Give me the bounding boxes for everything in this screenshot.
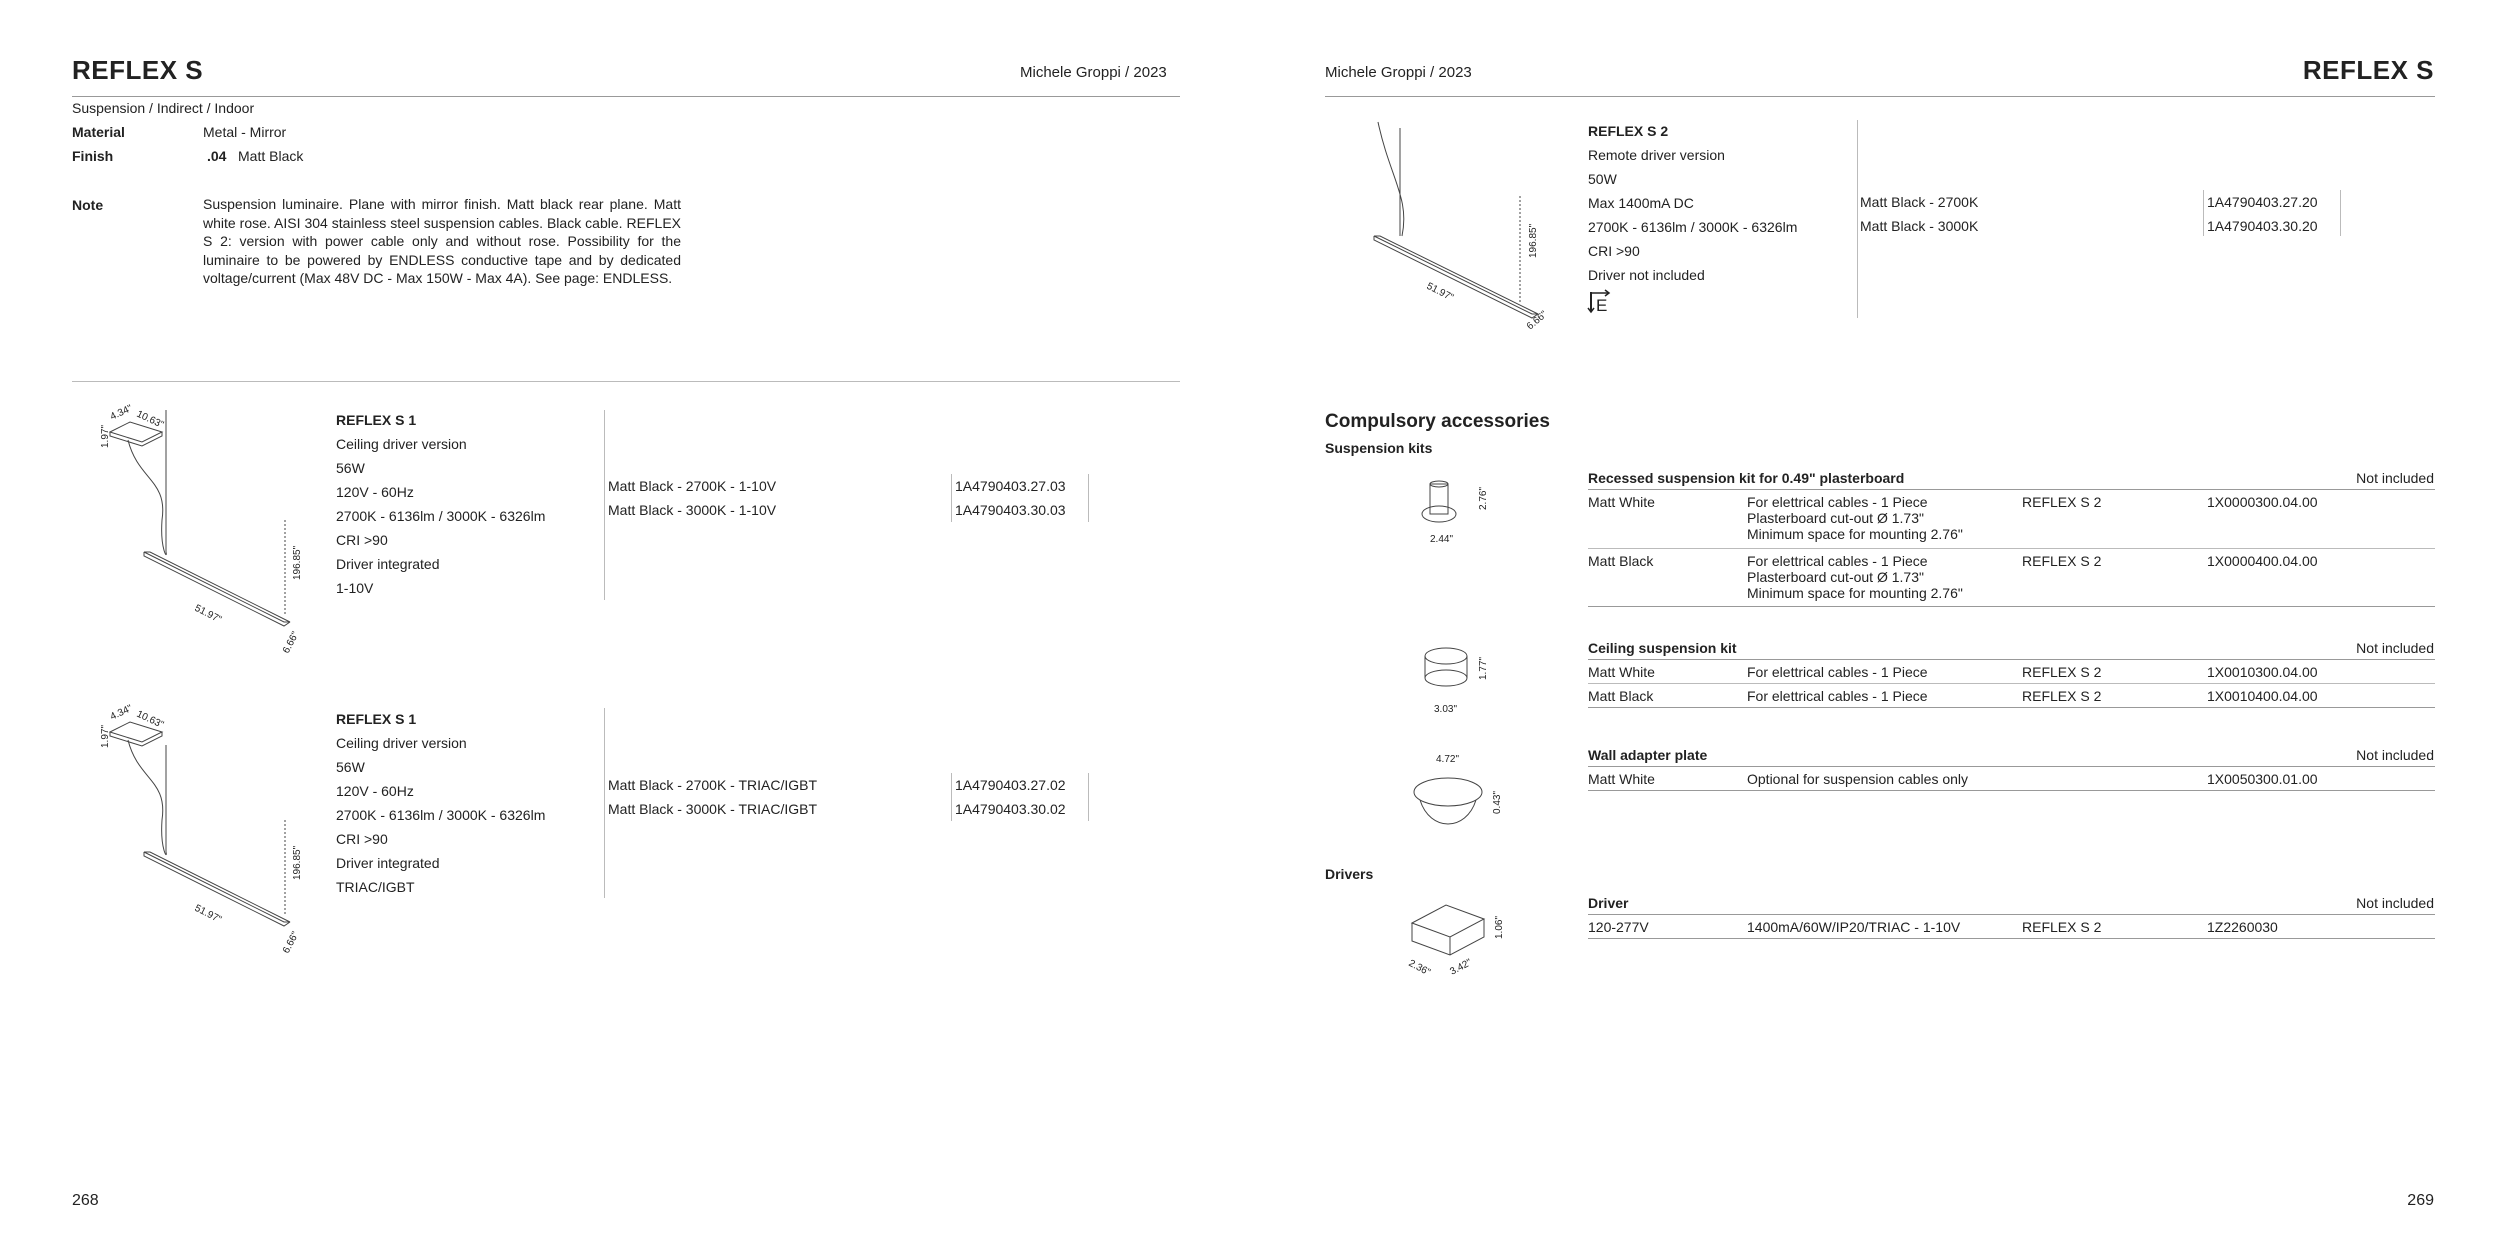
group-divider xyxy=(1588,606,2435,607)
dim-a: 1.06" xyxy=(1494,915,1505,939)
recessed-kit-drawing xyxy=(1410,470,1490,555)
product-drawing-1 xyxy=(90,403,320,665)
dim-depth-2: 6.66" xyxy=(280,929,302,956)
spec-line: CRI >90 xyxy=(336,831,388,847)
finish-code: .04 xyxy=(207,148,227,164)
finish-label: Finish xyxy=(72,148,114,164)
row-finish: Matt White xyxy=(1588,664,1655,680)
product-category: Suspension / Indirect / Indoor xyxy=(72,100,255,116)
group-divider xyxy=(1588,707,2435,708)
row-desc xyxy=(1747,494,1963,542)
spec-line: 1-10V xyxy=(336,580,374,596)
spec-line: Driver integrated xyxy=(336,556,440,572)
row-desc: 1400mA/60W/IP20/TRIAC - 1-10V xyxy=(1747,919,1961,935)
spec-line: Remote driver version xyxy=(1588,147,1725,163)
spec-line: 50W xyxy=(1588,171,1617,187)
left-page-author: Michele Groppi / 2023 xyxy=(1020,64,1167,81)
dim-len-1: 51.97" xyxy=(192,602,224,626)
dim-drop-3: 196.85" xyxy=(1528,223,1539,258)
spec-line: Ceiling driver version xyxy=(336,735,467,751)
column-divider xyxy=(2340,190,2341,236)
header-divider xyxy=(1325,96,2435,97)
variant-codes-2 xyxy=(955,773,1066,821)
dim-drop-2: 196.85" xyxy=(292,845,303,880)
row-divider xyxy=(1588,683,2435,684)
column-divider xyxy=(1857,120,1858,318)
spec-line: TRIAC/IGBT xyxy=(336,879,415,895)
group-title: Recessed suspension kit for 0.49" plasterboard xyxy=(1588,470,1905,486)
row-divider xyxy=(1588,548,2435,549)
group-status: Not included xyxy=(2356,640,2434,656)
dim-length-1: 10.63" xyxy=(134,408,166,431)
dim-width-2: 4.34" xyxy=(108,703,135,723)
spec-line: 56W xyxy=(336,460,365,476)
row-code: 1Z2260030 xyxy=(2207,919,2278,935)
dim-a: 1.77" xyxy=(1478,656,1489,680)
product-drawing-3 xyxy=(1360,118,1560,338)
dim-b: 2.44" xyxy=(1430,534,1454,545)
group-status: Not included xyxy=(2356,895,2434,911)
group-divider xyxy=(1588,489,2435,490)
variant-label: Matt Black - 2700K - 1-10V xyxy=(608,478,777,494)
variant-list-2 xyxy=(608,773,817,821)
row-code: 1X0000300.04.00 xyxy=(2207,494,2318,510)
dim-width-1: 4.34" xyxy=(108,403,135,423)
suspension-kits-label: Suspension kits xyxy=(1325,440,1433,456)
dim-depth-1: 6.66" xyxy=(280,629,302,656)
group-divider xyxy=(1588,790,2435,791)
dim-drop-1: 196.85" xyxy=(292,545,303,580)
variant-code: 1A4790403.27.02 xyxy=(955,777,1066,793)
column-divider xyxy=(604,410,605,600)
row-finish: 120-277V xyxy=(1588,919,1649,935)
spec-line: Driver integrated xyxy=(336,855,440,871)
dim-len-3: 51.97" xyxy=(1424,280,1456,304)
row-code: 1X0010300.04.00 xyxy=(2207,664,2318,680)
row-desc: For elettrical cables - 1 Piece xyxy=(1747,664,1928,680)
dim-a: 2.76" xyxy=(1478,486,1489,510)
desc-line: Minimum space for mounting 2.76" xyxy=(1747,526,1963,542)
product-specs-3 xyxy=(1588,119,1797,287)
group-title: Ceiling suspension kit xyxy=(1588,640,1737,656)
variant-code: 1A4790403.27.20 xyxy=(2207,194,2318,210)
dim-c: 3.42" xyxy=(1448,957,1474,978)
product-name: REFLEX S 2 xyxy=(1588,123,1669,139)
column-divider xyxy=(951,474,952,522)
spec-line: 120V - 60Hz xyxy=(336,484,414,500)
product-drawing-2 xyxy=(90,703,320,965)
row-code: 1X0050300.01.00 xyxy=(2207,771,2318,787)
spec-line: 56W xyxy=(336,759,365,775)
endless-tape-icon xyxy=(1588,290,1612,314)
group-divider xyxy=(1588,659,2435,660)
group-status: Not included xyxy=(2356,470,2434,486)
row-compat: REFLEX S 2 xyxy=(2022,688,2102,704)
dim-height-1: 1.97" xyxy=(100,424,111,448)
spec-line: 120V - 60Hz xyxy=(336,783,414,799)
spec-line: CRI >90 xyxy=(1588,243,1640,259)
product-name: REFLEX S 1 xyxy=(336,412,417,428)
spec-line: Ceiling driver version xyxy=(336,436,467,452)
variant-code: 1A4790403.30.20 xyxy=(2207,218,2318,234)
column-divider xyxy=(604,708,605,898)
wall-plate-drawing xyxy=(1400,750,1510,845)
product-name: REFLEX S 1 xyxy=(336,711,417,727)
driver-drawing xyxy=(1400,895,1510,990)
drivers-label: Drivers xyxy=(1325,866,1374,882)
row-finish: Matt Black xyxy=(1588,688,1654,704)
ceiling-kit-drawing xyxy=(1410,640,1490,725)
variant-list-1 xyxy=(608,474,776,522)
row-finish: Matt White xyxy=(1588,494,1655,510)
dim-height-2: 1.97" xyxy=(100,724,111,748)
note-label: Note xyxy=(72,197,104,213)
spec-line: 2700K - 6136lm / 3000K - 6326lm xyxy=(1588,219,1798,235)
endless-letter: E xyxy=(1596,296,1608,315)
variant-codes-3 xyxy=(2207,190,2318,238)
spec-line: 2700K - 6136lm / 3000K - 6326lm xyxy=(336,508,546,524)
row-compat: REFLEX S 2 xyxy=(2022,919,2102,935)
dim-b: 0.43" xyxy=(1492,790,1503,814)
column-divider xyxy=(1088,474,1089,522)
dim-a: 4.72" xyxy=(1436,754,1460,765)
desc-line: Minimum space for mounting 2.76" xyxy=(1747,585,1963,601)
right-page-title: REFLEX S xyxy=(2302,55,2434,85)
row-compat: REFLEX S 2 xyxy=(2022,494,2102,510)
variant-label: Matt Black - 3000K xyxy=(1860,218,1979,234)
group-status: Not included xyxy=(2356,747,2434,763)
variant-label: Matt Black - 2700K - TRIAC/IGBT xyxy=(608,777,818,793)
material-label: Material xyxy=(72,124,125,140)
variant-label: Matt Black - 3000K - TRIAC/IGBT xyxy=(608,801,818,817)
variant-label: Matt Black - 2700K xyxy=(1860,194,1979,210)
variant-list-3 xyxy=(1860,190,1978,238)
dim-b: 2.36" xyxy=(1406,957,1433,979)
dim-b: 3.03" xyxy=(1434,704,1458,715)
row-code: 1X0000400.04.00 xyxy=(2207,553,2318,569)
column-divider xyxy=(1088,773,1089,821)
note-text: Suspension luminaire. Plane with mirror finish. Matt black rear plane. Matt white rose. AISI 304 stainless steel suspension cables. Black cable. REFLEX S 2: version with power cable only and without rose. Possibility for the luminaire to be powered by ENDLESS conductive tape and by dedicated voltage/current (Max 48V DC - Max 150W - Max 4A). See page: ENDLESS. xyxy=(203,196,681,286)
spec-line: CRI >90 xyxy=(336,532,388,548)
group-title: Driver xyxy=(1588,895,1629,911)
desc-line: For elettrical cables - 1 Piece xyxy=(1747,553,1928,569)
accessories-title: Compulsory accessories xyxy=(1325,411,1550,432)
row-desc xyxy=(1747,553,1963,601)
row-finish: Matt White xyxy=(1588,771,1655,787)
row-desc: Optional for suspension cables only xyxy=(1747,771,1969,787)
left-page-number: 268 xyxy=(72,1192,99,1209)
dim-length-2: 10.63" xyxy=(134,708,166,731)
spec-line: Driver not included xyxy=(1588,267,1705,283)
row-compat: REFLEX S 2 xyxy=(2022,553,2102,569)
column-divider xyxy=(951,773,952,821)
column-divider xyxy=(2203,190,2204,236)
variant-code: 1A4790403.27.03 xyxy=(955,478,1066,494)
right-page-author: Michele Groppi / 2023 xyxy=(1325,64,1472,81)
desc-line: Plasterboard cut-out Ø 1.73" xyxy=(1747,510,1924,526)
right-page-number: 269 xyxy=(2407,1192,2434,1209)
material-value: Metal - Mirror xyxy=(203,124,287,140)
dim-len-2: 51.97" xyxy=(192,902,224,926)
product-specs-2 xyxy=(336,707,545,899)
desc-line: For elettrical cables - 1 Piece xyxy=(1747,494,1928,510)
spec-line: Max 1400mA DC xyxy=(1588,195,1694,211)
row-compat: REFLEX S 2 xyxy=(2022,664,2102,680)
group-divider xyxy=(1588,914,2435,915)
desc-line: Plasterboard cut-out Ø 1.73" xyxy=(1747,569,1924,585)
row-desc: For elettrical cables - 1 Piece xyxy=(1747,688,1928,704)
group-title: Wall adapter plate xyxy=(1588,747,1708,763)
row-code: 1X0010400.04.00 xyxy=(2207,688,2318,704)
product-specs-1 xyxy=(336,408,545,600)
variant-code: 1A4790403.30.02 xyxy=(955,801,1066,817)
section-divider xyxy=(72,381,1180,382)
row-finish: Matt Black xyxy=(1588,553,1654,569)
left-page-title: REFLEX S xyxy=(72,55,204,85)
finish-value: Matt Black xyxy=(238,148,304,164)
dim-depth-3: 6.66" xyxy=(1524,309,1550,333)
group-divider xyxy=(1588,938,2435,939)
group-divider xyxy=(1588,766,2435,767)
variant-code: 1A4790403.30.03 xyxy=(955,502,1066,518)
variant-label: Matt Black - 3000K - 1-10V xyxy=(608,502,777,518)
spec-line: 2700K - 6136lm / 3000K - 6326lm xyxy=(336,807,546,823)
variant-codes-1 xyxy=(955,474,1066,522)
